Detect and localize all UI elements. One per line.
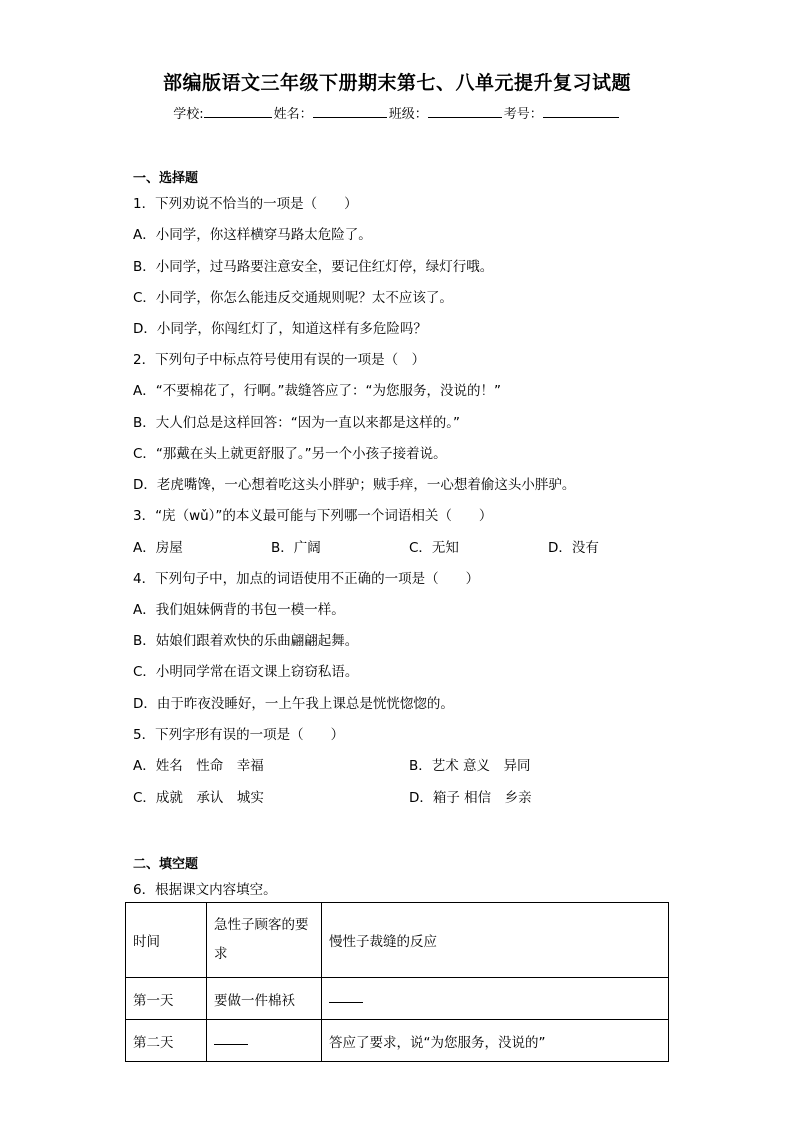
school-blank[interactable] <box>204 105 272 118</box>
question-5-option-d[interactable]: D．箱子 相信 乡亲 <box>409 790 532 806</box>
question-1-option-d[interactable]: D．小同学，你闯红灯了，知道这样有多危险吗？ <box>133 321 427 337</box>
class-label: 班级： <box>388 107 428 122</box>
question-2-option-b[interactable]: B．大人们总是这样回答：“因为一直以来都是这样的。” <box>133 415 460 431</box>
question-1-option-a[interactable]: A．小同学，你这样横穿马路太危险了。 <box>133 227 372 243</box>
question-3-option-a[interactable]: A．房屋 <box>133 540 183 556</box>
answer-table <box>125 902 669 1062</box>
table-cell-blank[interactable] <box>322 978 669 1020</box>
table-row <box>126 1020 669 1062</box>
table-cell: 要做一件棉袄 <box>207 978 322 1020</box>
table-header-cell: 急性子顾客的要求 <box>207 903 322 978</box>
name-blank[interactable] <box>313 105 387 118</box>
answer-blank[interactable] <box>214 1032 248 1045</box>
question-3-option-c[interactable]: C．无知 <box>409 540 459 556</box>
table-header-cell: 慢性子裁缝的反应 <box>322 903 669 978</box>
section-heading-choice: 一、选择题 <box>133 171 199 186</box>
answer-blank[interactable] <box>329 990 363 1003</box>
question-5-option-a[interactable]: A．姓名 性命 幸福 <box>133 758 264 774</box>
question-1-option-b[interactable]: B．小同学，过马路要注意安全，要记住红灯停，绿灯行哦。 <box>133 259 494 275</box>
question-3-stem: 3．“庑（wǔ）”的本义最可能与下列哪一个词语相关（ ） <box>133 508 493 524</box>
question-5-option-b[interactable]: B．艺术 意义 异同 <box>409 758 531 774</box>
question-2-option-d[interactable]: D．老虎嘴馋，一心想着吃这头小胖驴；贼手痒，一心想着偷这头小胖驴。 <box>133 477 576 493</box>
question-4-stem: 4．下列句子中，加点的词语使用不正确的一项是（ ） <box>133 571 480 587</box>
table-cell: 答应了要求，说“为您服务，没说的” <box>322 1020 669 1062</box>
question-2-option-a[interactable]: A．“不要棉花了，行啊。”裁缝答应了：“为您服务，没说的！” <box>133 383 501 399</box>
id-blank[interactable] <box>543 105 619 118</box>
question-4-option-d[interactable]: D．由于昨夜没睡好，一上午我上课总是恍恍惚惚的。 <box>133 696 454 712</box>
question-6-stem: 6．根据课文内容填空。 <box>133 882 277 898</box>
table-header-cell: 时间 <box>126 903 207 978</box>
question-3-option-d[interactable]: D．没有 <box>548 540 599 556</box>
question-4-option-b[interactable]: B．姑娘们跟着欢快的乐曲翩翩起舞。 <box>133 633 359 649</box>
section-heading-fill: 二、填空题 <box>133 857 199 872</box>
table-row <box>126 978 669 1020</box>
question-1-stem: 1．下列劝说不恰当的一项是（ ） <box>133 196 358 212</box>
question-2-stem: 2．下列句子中标点符号使用有误的一项是（ ） <box>133 352 426 368</box>
id-label: 考号： <box>503 107 543 122</box>
table-cell-blank[interactable] <box>207 1020 322 1062</box>
page-title: 部编版语文三年级下册期末第七、八单元提升复习试题 <box>162 72 631 94</box>
question-5-stem: 5．下列字形有误的一项是（ ） <box>133 727 345 743</box>
question-5-option-c[interactable]: C．成就 承认 城实 <box>133 790 264 806</box>
school-label: 学校: <box>173 107 204 122</box>
question-1-option-c[interactable]: C．小同学，你怎么能违反交通规则呢？太不应该了。 <box>133 290 453 306</box>
table-header-row <box>126 903 669 978</box>
class-blank[interactable] <box>428 105 502 118</box>
student-info-line <box>0 103 794 122</box>
table-cell: 第二天 <box>126 1020 207 1062</box>
question-4-option-a[interactable]: A．我们姐妹俩背的书包一模一样。 <box>133 602 345 618</box>
question-4-option-c[interactable]: C．小明同学常在语文课上窃窃私语。 <box>133 664 359 680</box>
question-3-option-b[interactable]: B．广阔 <box>271 540 321 556</box>
question-2-option-c[interactable]: C．“那戴在头上就更舒服了。”另一个小孩子接着说。 <box>133 446 447 462</box>
name-label: 姓名： <box>273 107 313 122</box>
table-cell: 第一天 <box>126 978 207 1020</box>
